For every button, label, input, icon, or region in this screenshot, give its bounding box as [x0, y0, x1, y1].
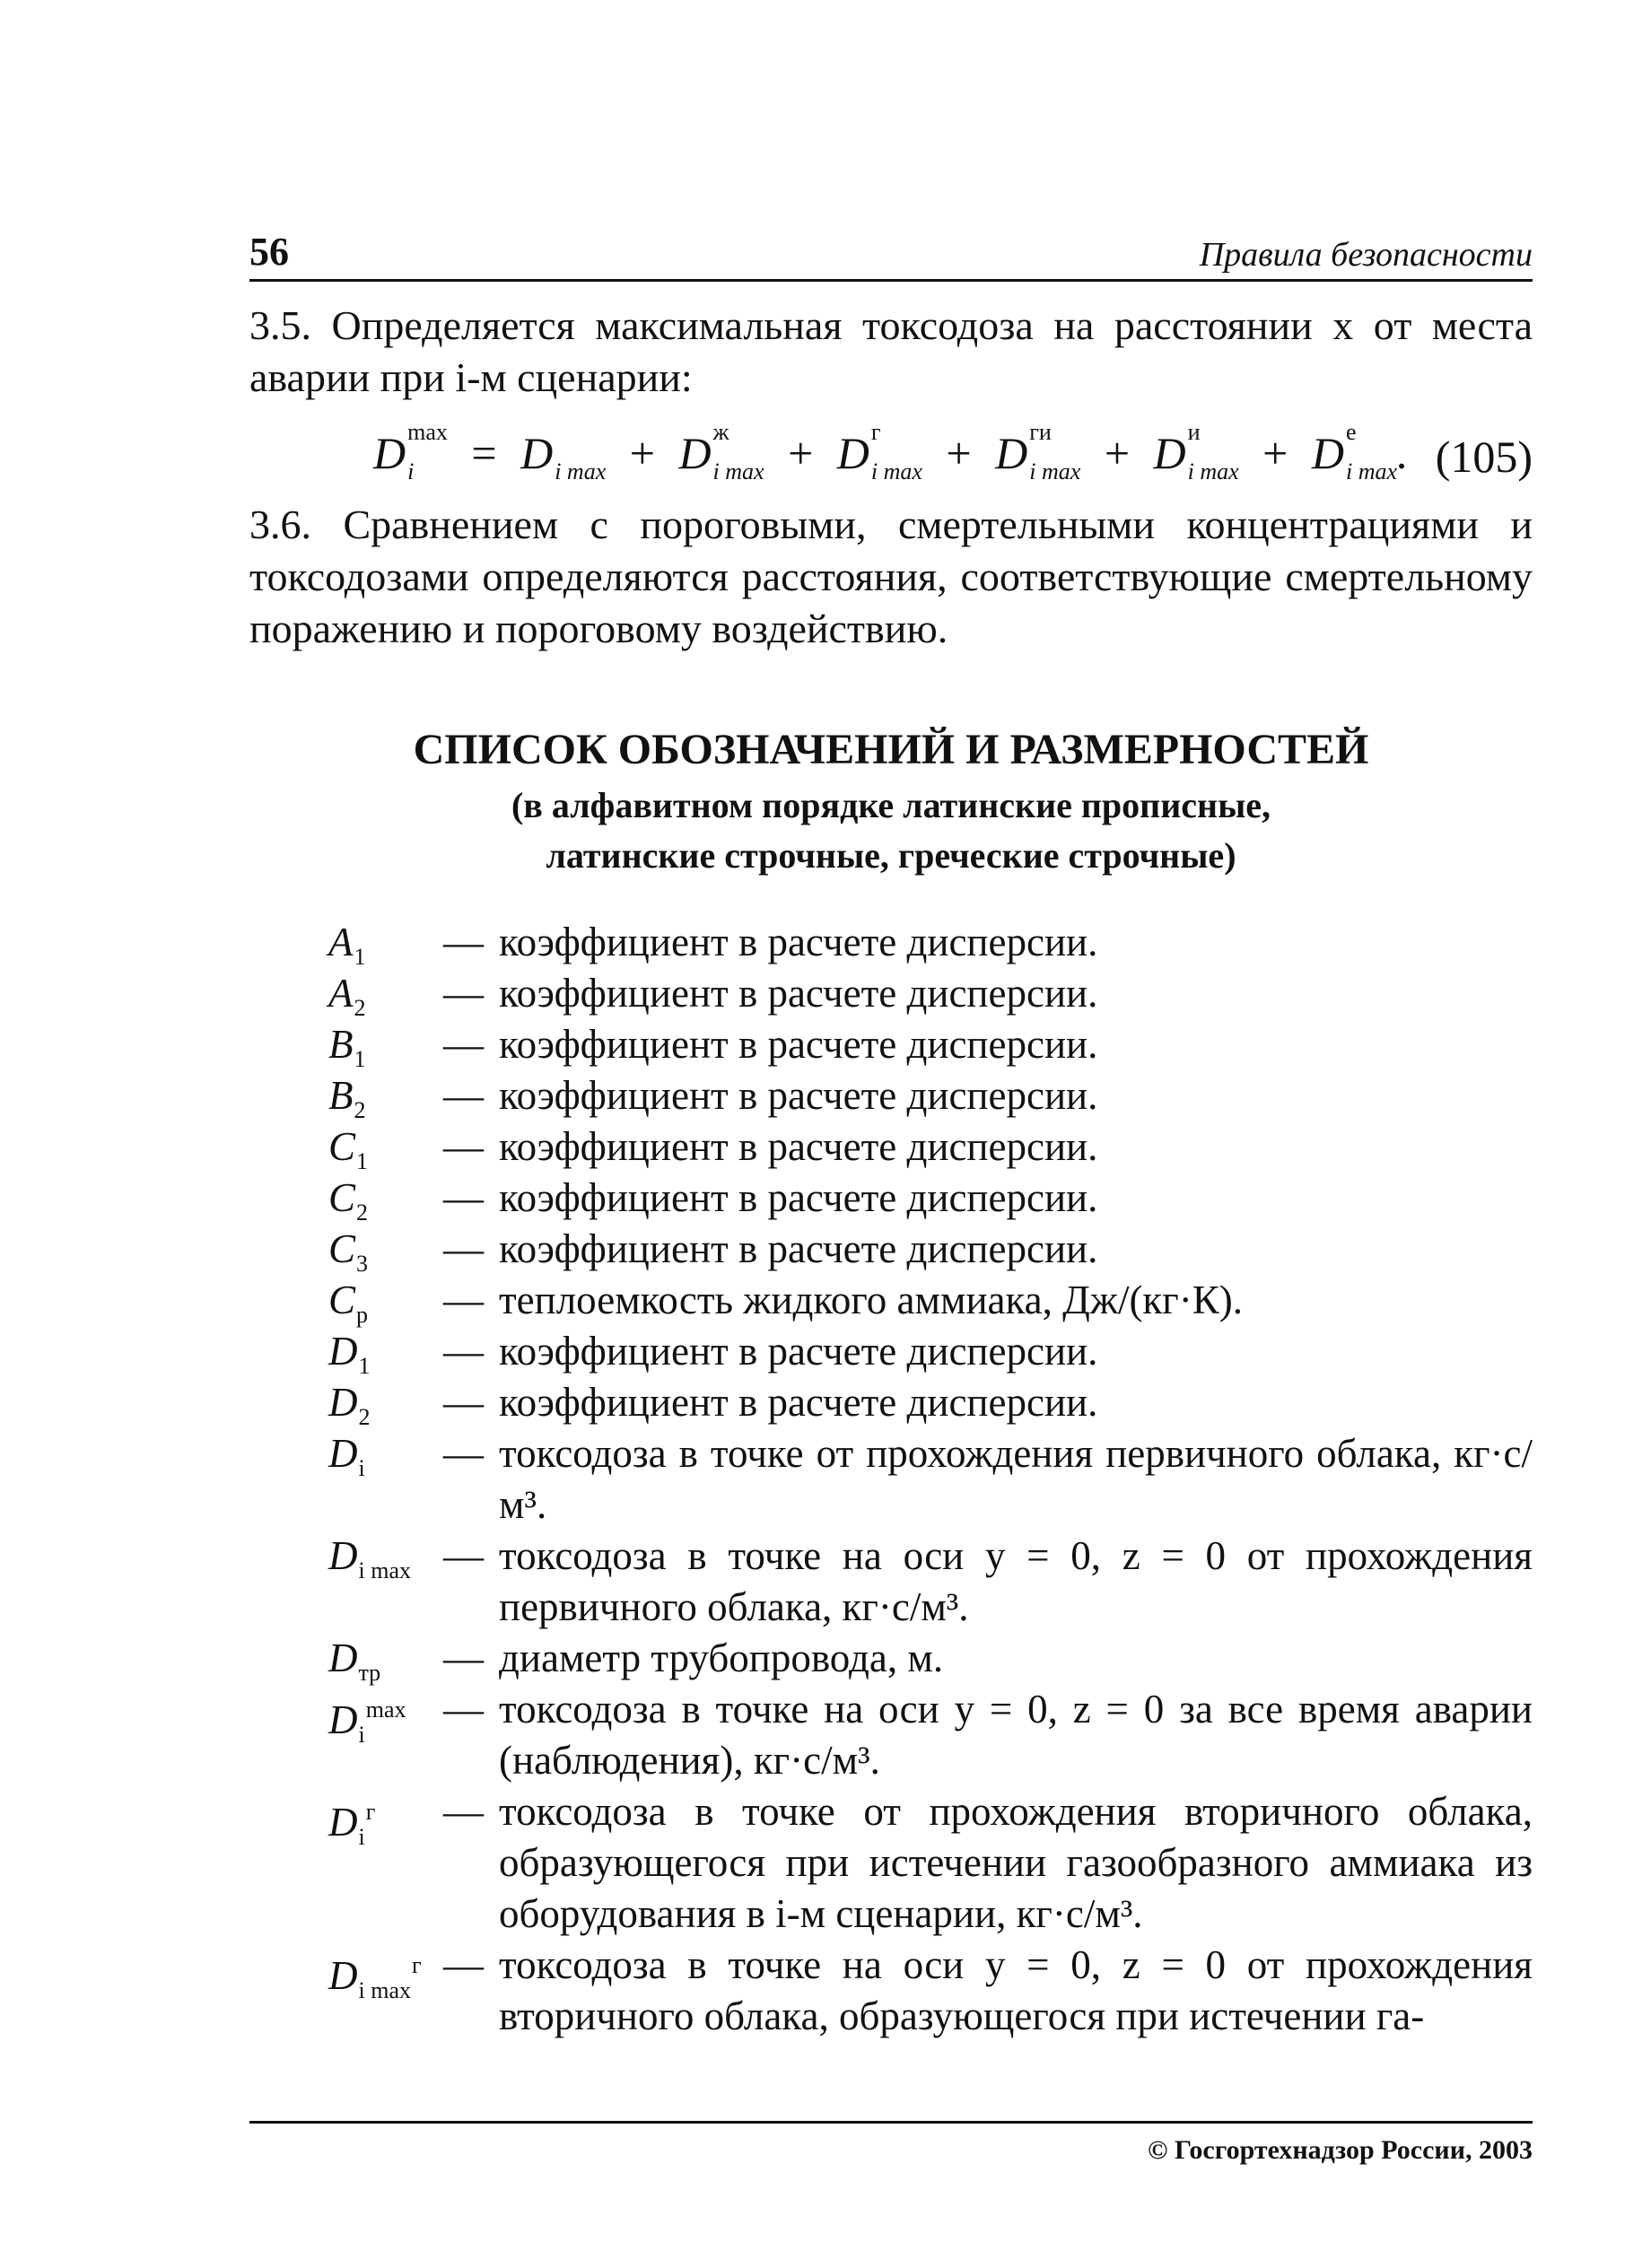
entry-description: коэффициент в расчете дисперсии. [499, 920, 1098, 964]
entry-symbol: $D_{i max}$ [328, 1533, 411, 1583]
entry-dash: — [443, 1226, 484, 1271]
list-entry [249, 1940, 1533, 2042]
entry-dash: — [443, 1687, 484, 1732]
symbol-list [249, 917, 1533, 2042]
list-entry [249, 968, 1533, 1019]
entry-description: теплоемкость жидкого аммиака, Дж/(кг·К). [499, 1278, 1243, 1322]
page-header [249, 230, 1533, 278]
entry-symbol: $D_i^г$ [328, 1799, 376, 1850]
entry-symbol: $D_i^{max}$ [328, 1697, 406, 1748]
entry-dash: — [443, 1073, 484, 1118]
formula-expression: D max i = D i max + D ж i max + D г i max + D ги i max + D и i max + D e i max . [373, 418, 1409, 484]
entry-symbol: $D_{i max}^г$ [328, 1952, 422, 2003]
entry-description: токсодоза в точке на оси y = 0, z = 0 за все время аварии (наблюдения), кг·с/м³. [499, 1687, 1533, 1783]
entry-description: токсодоза в точке на оси y = 0, z = 0 от прохождения вторичного облака, образующегося при истечении га- [499, 1942, 1533, 2038]
entry-description: коэффициент в расчете дисперсии. [499, 1124, 1098, 1169]
list-entry [249, 1428, 1533, 1531]
list-entry [249, 1326, 1533, 1377]
entry-symbol: $C_1$ [328, 1124, 369, 1174]
entry-dash: — [443, 1533, 484, 1578]
entry-symbol: $D_i$ [328, 1431, 365, 1481]
list-entry [249, 1633, 1533, 1684]
entry-description: коэффициент в расчете дисперсии. [499, 1380, 1098, 1425]
list-entry [249, 1173, 1533, 1224]
list-entry [249, 1531, 1533, 1633]
entry-description: коэффициент в расчете дисперсии. [499, 1175, 1098, 1220]
entry-symbol: $B_2$ [328, 1073, 366, 1123]
list-entry [249, 917, 1533, 968]
entry-description: коэффициент в расчете дисперсии. [499, 1073, 1098, 1118]
entry-description: коэффициент в расчете дисперсии. [499, 1329, 1098, 1374]
list-subtitle-line2: латинские строчные, греческие строчные) [546, 835, 1236, 876]
footer-rule [249, 2121, 1533, 2124]
list-entry [249, 1684, 1533, 1786]
header-rule [249, 279, 1533, 282]
formula-105 [249, 418, 1533, 493]
entry-symbol: $C_2$ [328, 1175, 369, 1226]
entry-symbol: $B_1$ [328, 1022, 366, 1072]
paragraph-3-5: 3.5. Определяется максимальная токсодоза на расстоянии x от места аварии при i-м сценарии: [249, 302, 1533, 400]
list-entry [249, 1786, 1533, 1940]
entry-description: коэффициент в расчете дисперсии. [499, 971, 1098, 1016]
page-number: 56 [249, 230, 289, 274]
list-entry [249, 1121, 1533, 1173]
entry-dash: — [443, 1329, 484, 1374]
list-entry [249, 1275, 1533, 1326]
entry-dash: — [443, 1175, 484, 1220]
footer-copyright: © Госгортехнадзор России, 2003 [1148, 2135, 1533, 2165]
entry-dash: — [443, 1022, 484, 1067]
entry-symbol: $D_{тр}$ [328, 1636, 381, 1686]
entry-description: токсодоза в точке от прохождения первичного облака, кг·с/м³. [499, 1431, 1533, 1527]
entry-dash: — [443, 1278, 484, 1322]
entry-dash: — [443, 1431, 484, 1476]
entry-symbol: $A_2$ [328, 971, 366, 1021]
entry-description: коэффициент в расчете дисперсии. [499, 1226, 1098, 1271]
entry-dash: — [443, 971, 484, 1016]
entry-symbol: $C_p$ [328, 1278, 369, 1328]
list-entry [249, 1377, 1533, 1428]
entry-symbol: $D_1$ [328, 1329, 371, 1379]
entry-dash: — [443, 1789, 484, 1834]
entry-description: токсодоза в точке на оси y = 0, z = 0 от прохождения первичного облака, кг·с/м³. [499, 1533, 1533, 1629]
paragraph-3-6: 3.6. Сравнением с пороговыми, смертельными концентрациями и токсодозами определяются расстояния, соответствующие смертельному поражению и пороговому воздействию. [249, 502, 1533, 651]
entry-dash: — [443, 920, 484, 964]
list-entry [249, 1019, 1533, 1070]
list-subtitle-line1: (в алфавитном порядке латинские прописные, [511, 785, 1271, 825]
entry-dash: — [443, 1942, 484, 1987]
entry-dash: — [443, 1636, 484, 1680]
entry-dash: — [443, 1380, 484, 1425]
entry-symbol: $C_3$ [328, 1226, 369, 1277]
list-entry [249, 1070, 1533, 1121]
list-title: СПИСОК ОБОЗНАЧЕНИЙ И РАЗМЕРНОСТЕЙ [413, 726, 1369, 773]
equation-number: (105) [1435, 432, 1533, 482]
entry-description: коэффициент в расчете дисперсии. [499, 1022, 1098, 1067]
entry-description: диаметр трубопровода, м. [499, 1636, 944, 1680]
entry-symbol: $D_2$ [328, 1380, 371, 1430]
running-title: Правила безопасности [1199, 236, 1533, 274]
entry-symbol: $A_1$ [328, 920, 366, 970]
list-entry [249, 1224, 1533, 1275]
entry-dash: — [443, 1124, 484, 1169]
entry-description: токсодоза в точке от прохождения вторичного облака, образующегося при истечении газообразного аммиака из оборудования в i-м сценарии, кг·с/м³. [499, 1789, 1533, 1936]
